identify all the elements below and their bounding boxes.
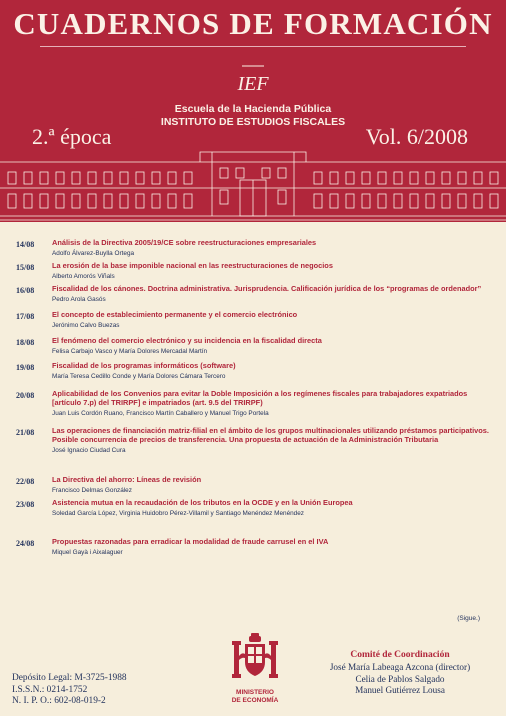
- issue-number: 16/08: [16, 286, 35, 295]
- issn: I.S.S.N.: 0214-1752: [12, 684, 88, 695]
- series-title: CUADERNOS DE FORMACIÓN: [13, 6, 493, 41]
- issue-author: José Ignacio Ciudad Cura: [52, 447, 126, 454]
- issue-item: [16, 336, 496, 356]
- issue-title: Fiscalidad de los programas informáticos (software): [52, 361, 236, 370]
- issue-number: 14/08: [16, 240, 35, 249]
- issue-title: El fenómeno del comercio electrónico y su incidencia en la fiscalidad directa: [52, 336, 322, 345]
- building-illustration: [0, 150, 506, 222]
- ief-logo: [236, 60, 270, 104]
- issue-title: Fiscalidad de los cánones. Doctrina administrativa. Jurisprudencia. Calificación jurídica de los “programas de ordenador”: [52, 284, 482, 293]
- school-line-1: Escuela de la Hacienda Pública: [174, 103, 332, 115]
- issue-author: Jerónimo Calvo Buezas: [52, 322, 120, 329]
- volume-label: Vol. 6/2008: [365, 124, 468, 149]
- issue-item: [16, 261, 496, 281]
- issue-author: María Teresa Cedillo Conde y María Dolores Cámara Tercero: [52, 373, 226, 380]
- issue-author: Miquel Gayà i Aixalaguer: [52, 549, 123, 556]
- school-line-2: INSTITUTO DE ESTUDIOS FISCALES: [160, 116, 346, 128]
- issue-author: Pedro Arola Gasós: [52, 296, 106, 303]
- ministry-line-2: DE ECONOMÍA: [231, 697, 279, 704]
- issue-title: Aplicabilidad de los Convenios para evitar la Doble Imposición a los regímenes fiscales para trabajadores expatriados [artículo 7.p) del TRIRPF] e impatriados (art. 9.5 del TRIRPF): [52, 389, 468, 407]
- issue-item: [16, 238, 496, 258]
- nipo: N. I. P. O.: 602-08-019-2: [12, 696, 106, 706]
- issue-author: Adolfo Álvarez-Buylla Ortega: [52, 250, 135, 257]
- issue-item: [16, 475, 496, 495]
- issue-number: 23/08: [16, 500, 35, 509]
- issue-number: 19/08: [16, 363, 35, 372]
- legal-deposit: Depósito Legal: M-3725-1988: [12, 673, 127, 683]
- issue-title: Análisis de la Directiva 2005/19/CE sobre reestructuraciones empresariales: [52, 238, 317, 247]
- issue-item: [16, 498, 496, 518]
- issue-number: 17/08: [16, 312, 35, 321]
- issue-author: Francisco Delmas González: [52, 487, 132, 494]
- issue-title: La erosión de la base imponible nacional en las reestructuraciones de negocios: [52, 261, 333, 270]
- continued-note: (Sigue.): [457, 615, 480, 622]
- issue-number: 20/08: [16, 391, 35, 400]
- issue-title: Las operaciones de financiación matriz-filial en el ámbito de los grupos multinacionales utilizando préstamos participativos. Posible concurrencia de precios de transferencia. Una propuesta de actuación de la Administración Tributaria: [52, 426, 489, 444]
- issue-number: 15/08: [16, 263, 35, 272]
- ministry-line-1: MINISTERIO: [236, 689, 274, 696]
- epoch-label: 2.ª época: [32, 124, 112, 149]
- ministry-label: [208, 689, 302, 705]
- committee-member: Manuel Gutiérrez Lousa: [355, 685, 445, 695]
- committee-block: [320, 650, 480, 697]
- coat-of-arms-icon: [228, 632, 282, 686]
- issue-title: El concepto de establecimiento permanente y el comercio electrónico: [52, 310, 298, 319]
- issue-author: Soledad García López, Virginia Huidobro Pérez-Villamil y Santiago Menéndez Menéndez: [52, 510, 304, 517]
- legal-info: [12, 673, 127, 708]
- title-divider: [40, 46, 466, 47]
- issue-author: Juan Luis Cordón Ruano, Francisco Martín Caballero y Manuel Trigo Portela: [52, 410, 269, 417]
- issue-item: [16, 537, 496, 557]
- issue-title: Propuestas razonadas para erradicar la modalidad de fraude carrusel en el IVA: [52, 537, 329, 546]
- issue-item: [16, 310, 496, 330]
- issue-number: 24/08: [16, 539, 35, 548]
- issue-number: 21/08: [16, 428, 35, 437]
- header-band: [0, 0, 506, 222]
- issue-item: [16, 361, 496, 381]
- issue-title: Asistencia mutua en la recaudación de los tributos en la OCDE y en la Unión Europea: [52, 498, 353, 507]
- issue-item: [16, 426, 496, 455]
- issue-author: Alberto Amorós Viñals: [52, 273, 115, 280]
- issue-item: [16, 389, 496, 418]
- issue-item: [16, 284, 496, 304]
- issue-author: Felisa Carbajo Vasco y María Dolores Mercadal Martín: [52, 348, 208, 355]
- issue-title: La Directiva del ahorro: Líneas de revisión: [52, 475, 202, 484]
- issue-number: 22/08: [16, 477, 35, 486]
- committee-heading: Comité de Coordinación: [350, 650, 450, 660]
- committee-member: Celia de Pablos Salgado: [355, 673, 445, 684]
- ief-logo-mark: IEF: [237, 73, 269, 95]
- issue-number: 18/08: [16, 338, 35, 347]
- committee-member: José María Labeaga Azcona (director): [329, 662, 471, 672]
